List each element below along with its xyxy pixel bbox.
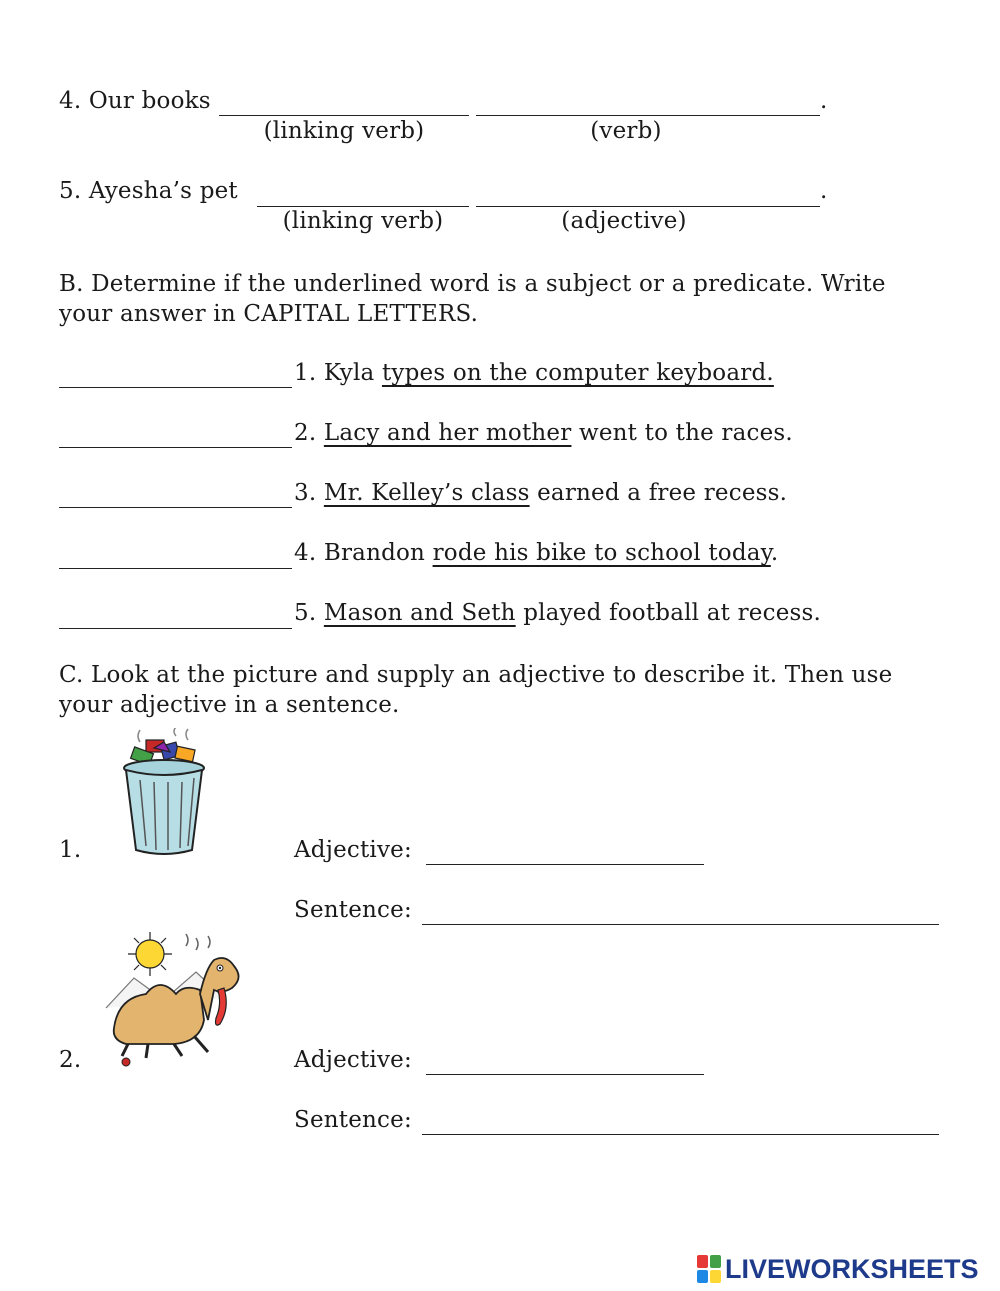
question-4-linking-verb-blank[interactable] — [219, 115, 469, 116]
item-number: 3. — [294, 480, 324, 506]
answer-blank[interactable] — [59, 568, 292, 569]
picture-item-number: 1. — [59, 837, 82, 863]
item-sentence — [294, 420, 793, 446]
question-4-linking-verb-label: (linking verb) — [263, 118, 425, 144]
item-text: Kyla — [323, 360, 382, 386]
trash-can-icon — [118, 728, 214, 864]
underlined-part: Lacy and her mother — [323, 420, 572, 446]
logo-square — [710, 1255, 721, 1268]
adjective-blank-2[interactable] — [426, 1074, 704, 1075]
section-c-instructions: C. Look at the picture and supply an adjective to describe it. Then use your adjective in a sentence. — [59, 662, 893, 718]
question-4-verb-blank[interactable] — [476, 115, 820, 116]
logo-text: LIVEWORKSHEETS — [725, 1253, 979, 1284]
underlined-part: Mason and Seth — [323, 600, 516, 626]
picture-item-number: 2. — [59, 1047, 82, 1073]
question-5-period: . — [820, 178, 828, 204]
question-5-prefix: 5. Ayesha’s pet — [59, 178, 238, 204]
item-text: . — [770, 540, 779, 566]
sentence-label: Sentence: — [294, 897, 412, 923]
adjective-blank-1[interactable] — [426, 864, 704, 865]
question-4-verb-label: (verb) — [590, 118, 662, 144]
answer-blank[interactable] — [59, 387, 292, 388]
question-5-linking-verb-blank[interactable] — [257, 206, 469, 207]
item-number: 5. — [294, 600, 324, 626]
item-sentence — [294, 600, 821, 626]
question-5-linking-verb-label: (linking verb) — [282, 208, 444, 234]
item-text: Brandon — [323, 540, 433, 566]
answer-blank[interactable] — [59, 507, 292, 508]
logo-square — [697, 1255, 708, 1268]
sentence-label: Sentence: — [294, 1107, 412, 1133]
underlined-part: Mr. Kelley’s class — [323, 480, 530, 506]
item-sentence — [294, 360, 774, 386]
item-number: 1. — [294, 360, 324, 386]
answer-blank[interactable] — [59, 628, 292, 629]
logo-square — [710, 1270, 721, 1283]
underlined-part: types on the computer keyboard. — [381, 360, 774, 386]
question-5-adjective-label: (adjective) — [561, 208, 687, 234]
item-sentence — [294, 540, 778, 566]
liveworksheets-logo[interactable] — [697, 1252, 979, 1286]
item-sentence — [294, 480, 787, 506]
question-4-period: . — [820, 88, 828, 114]
underlined-part: rode his bike to school today — [432, 540, 771, 566]
section-b-instructions: B. Determine if the underlined word is a subject or a predicate. Write your answer in CAPITAL LETTERS. — [59, 271, 886, 327]
adjective-label: Adjective: — [294, 1047, 412, 1073]
sentence-blank-1[interactable] — [422, 924, 939, 925]
item-number: 2. — [294, 420, 324, 446]
item-text: went to the races. — [571, 420, 793, 446]
question-4-prefix: 4. Our books — [59, 88, 211, 114]
question-5-adjective-blank[interactable] — [476, 206, 820, 207]
item-number: 4. — [294, 540, 324, 566]
sentence-blank-2[interactable] — [422, 1134, 939, 1135]
item-text: played football at recess. — [515, 600, 822, 626]
answer-blank[interactable] — [59, 447, 292, 448]
adjective-label: Adjective: — [294, 837, 412, 863]
logo-square — [697, 1270, 708, 1283]
hot-camel-icon — [104, 928, 256, 1074]
logo-icon — [697, 1255, 721, 1283]
item-text: earned a free recess. — [529, 480, 788, 506]
